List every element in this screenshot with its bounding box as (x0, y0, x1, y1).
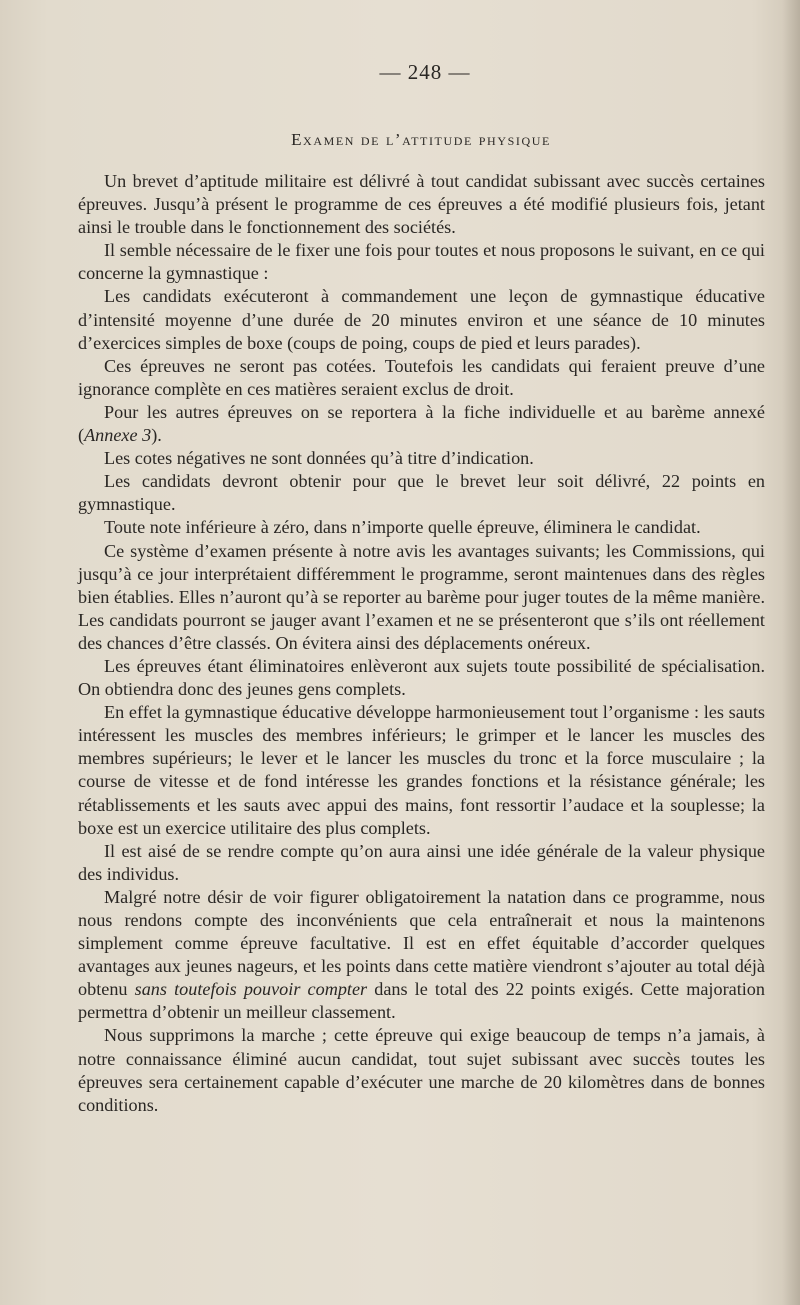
page-edge-shadow (782, 0, 800, 1305)
paragraph-text: Malgré notre désir de voir figurer obligatoirement la natation dans ce programme, nous nous rendons compte des inconvénients que cela entraînerait et nous la maintenons simplement comme épreuve facultative. Il est en effet équitable d’accorder quelques avantages aux jeunes nageurs, et les points dans cette matière viendront s’ajouter au total déjà obtenu (78, 886, 765, 1000)
annex-reference: Annexe 3 (84, 425, 152, 446)
section-heading: Examen de l’attitude physique (291, 130, 551, 149)
paragraph: Les candidats devront obtenir pour que le brevet leur soit délivré, 22 points en gymnastique. (78, 471, 765, 515)
paragraph (78, 401, 765, 447)
paragraph-text: dans le total des 22 points exigés. Cette majoration permettra d’obtenir un meilleur classement. (78, 979, 765, 1023)
paragraph: Un brevet d’aptitude militaire est délivré à tout candidat subissant avec succès certaines épreuves. Jusqu’à présent le programme de ces épreuves a été modifié plusieurs fois, jetant ainsi le trouble dans le fonctionnement des sociétés. (78, 171, 765, 238)
paragraph: Les épreuves étant éliminatoires enlèveront aux sujets toute possibilité de spécialisation. On obtiendra donc des jeunes gens complets. (78, 655, 765, 700)
body-text (78, 170, 765, 1117)
paragraph (78, 886, 765, 1025)
page-number: — 248 — (379, 60, 471, 84)
paragraph: Ce système d’examen présente à notre avis les avantages suivants; les Commissions, qui jusqu’à ce jour interprétaient différemment le programme, seront maintenues dans des règles bien établies. Elles n’auront qu’à se reporter au barème pour juger toutes de la même manière. Les candidats pourront se jauger avant l’examen et ne se présenteront que s’ils ont réellement des chances d’être classés. On évitera ainsi des déplacements onéreux. (78, 540, 765, 653)
paragraph: Nous supprimons la marche ; cette épreuve qui exige beaucoup de temps n’a jamais, à notre connaissance éliminé aucun candidat, tout sujet subissant avec succès toutes les épreuves sera certainement capable d’exécuter une marche de 20 kilomètres dans de bonnes conditions. (78, 1025, 765, 1115)
paragraph-text: Pour les autres épreuves on se reportera à la fiche individuelle et au barème annexé ( (78, 401, 765, 446)
paragraph: En effet la gymnastique éducative développe harmonieusement tout l’organisme : les sauts intéressent les muscles des membres inférieurs; le grimper et le lancer les muscles des membres supérieurs; le lever et le lancer les muscles du tronc et la force musculaire ; la course de vitesse et de fond intéresse les grandes fonctions et la résistance générale; les rétablissements et les sauts avec appui des mains, font ressortir l’audace et la souplesse; la boxe est un exercice utilitaire des plus complets. (78, 702, 765, 838)
paragraph: Toute note inférieure à zéro, dans n’importe quelle épreuve, éliminera le candidat. (104, 517, 701, 538)
paragraph: Les cotes négatives ne sont données qu’à titre d’indication. (104, 448, 534, 469)
paragraph-text: ). (151, 425, 162, 446)
paragraph: Il semble nécessaire de le fixer une fois pour toutes et nous proposons le suivant, en ce qui concerne la gymnastique : (78, 240, 765, 284)
emphasized-text: sans toutefois pouvoir compter (134, 979, 368, 1000)
paragraph: Ces épreuves ne seront pas cotées. Toutefois les candidats qui feraient preuve d’une ignorance complète en ces matières seraient exclus de droit. (78, 355, 765, 399)
paragraph: Les candidats exécuteront à commandement une leçon de gymnastique éducative d’intensité moyenne d’une durée de 20 minutes environ et une séance de 10 minutes d’exercices simples de boxe (coups de poing, coups de pied et leurs parades). (78, 286, 765, 353)
paragraph: Il est aisé de se rendre compte qu’on aura ainsi une idée générale de la valeur physique des individus. (78, 840, 765, 884)
